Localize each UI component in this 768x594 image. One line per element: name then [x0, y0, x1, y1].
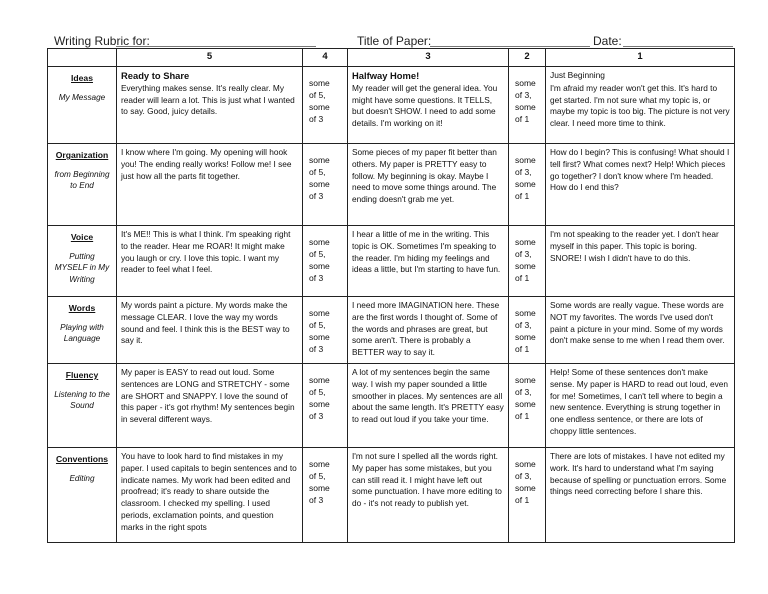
some-line: of 3, — [515, 249, 532, 259]
score-5-cell — [117, 448, 303, 543]
trait-name: Voice — [70, 232, 94, 242]
some-line: of 1 — [515, 191, 530, 201]
title-blank — [430, 46, 590, 47]
some-line: of 3, — [515, 167, 532, 177]
some-line: of 3, — [515, 471, 532, 481]
some-line: some — [515, 261, 536, 271]
rubric-row-fluency — [48, 364, 735, 448]
some-line: of 3 — [309, 273, 324, 283]
descriptor-text: Some pieces of my paper fit better than others. My paper is PRETTY easy to follow. My beginning is okay. Maybe I need to move some things around. The ending doesn't grab me yet. — [352, 147, 497, 205]
some-line: of 5, — [309, 90, 326, 100]
score-4-cell — [303, 226, 348, 297]
score-4-cell — [303, 364, 348, 448]
trait-cell — [48, 297, 117, 364]
some-line: of 3 — [309, 114, 324, 124]
some-line: some — [515, 399, 536, 409]
some-line: of 5, — [309, 167, 326, 177]
rubric-row-conventions — [48, 448, 735, 543]
trait-cell — [48, 144, 117, 226]
some-line: of 1 — [515, 411, 530, 421]
score-4-cell — [303, 448, 348, 543]
trait-cell — [48, 364, 117, 448]
some-line: of 3 — [309, 191, 324, 201]
score-1-cell — [546, 297, 735, 364]
score-4-cell — [303, 297, 348, 364]
score-1-cell — [546, 226, 735, 297]
score-1-cell — [546, 364, 735, 448]
some-line: of 5, — [309, 471, 326, 481]
descriptor-text: I hear a little of me in the writing. This topic is OK. Sometimes I'm speaking to the reader. I'm hiding my feelings and ideas a little, but I'm starting to have fun. — [352, 229, 501, 275]
title-of-paper-label: Title of Paper: — [357, 34, 432, 48]
trait-name: Organization — [55, 150, 109, 160]
some-line: of 3 — [309, 495, 324, 505]
some-line: of 5, — [309, 387, 326, 397]
level-title: Halfway Home! — [352, 70, 420, 81]
some-line: some — [309, 237, 330, 247]
descriptor-text: I need more IMAGINATION here. These are the first words I thought of. Some of the words and phrases are great, but some aren't. There is probably a BETTER way to say it. — [352, 300, 500, 358]
score-header-4: 4 — [303, 49, 348, 67]
trait-name: Words — [68, 303, 96, 313]
descriptor-text: Everything makes sense. It's really clear. My reader will learn a lot. This is just what I wanted to say. Good, juicy details. — [121, 82, 295, 117]
some-line: some — [309, 179, 330, 189]
some-line: some — [309, 308, 330, 318]
date-blank — [623, 46, 733, 47]
score-1-cell — [546, 448, 735, 543]
trait-cell — [48, 226, 117, 297]
descriptor-text: I'm not speaking to the reader yet. I don't hear myself in this paper. This topic is boring. SNORE! I wish I didn't have to do this. — [550, 229, 719, 263]
score-2-cell — [509, 297, 546, 364]
trait-cell — [48, 448, 117, 543]
score-5-cell — [117, 364, 303, 448]
trait-subtitle: Playing with Language — [60, 322, 104, 344]
score-header-2: 2 — [509, 49, 546, 67]
trait-header-cell — [48, 49, 117, 67]
some-line: of 3 — [309, 344, 324, 354]
some-line: some — [309, 155, 330, 165]
some-line: of 3, — [515, 90, 532, 100]
some-line: of 1 — [515, 344, 530, 354]
descriptor-text: There are lots of mistakes. I have not edited my work. It's hard to understand what I'm saying because of spelling or punctuation errors. Some things need correcting before I share this. — [550, 451, 727, 497]
descriptor-text: Some words are really vague. These words are NOT my favorites. The words I've used don't paint a picture in your mind. Some of my words don't make sense to me when I read them over. — [550, 300, 725, 346]
descriptor-text: I'm not sure I spelled all the words right. My paper has some mistakes, but you can still read it. I might have left out some punctuation. I have more editing to do - it's not ready to publish yet. — [352, 451, 502, 509]
score-1-cell — [546, 144, 735, 226]
some-line: some — [309, 375, 330, 385]
some-line: some — [309, 261, 330, 271]
descriptor-text: Help! Some of these sentences don't make sense. My paper is HARD to read out loud, even for me! Sometimes, I can't tell where to begin a new sentence. Everything is strung together in one endless sentence, or there are lots of choppy little sentences. — [550, 367, 729, 436]
rubric-row-voice — [48, 226, 735, 297]
rubric-for-blank — [116, 46, 316, 47]
date-label: Date: — [593, 34, 622, 48]
score-3-cell — [348, 297, 509, 364]
descriptor-text: How do I begin? This is confusing! What should I tell first? What comes next? Help! Which pieces go together? I don't know where I'm headed. How do I end this? — [550, 147, 730, 193]
score-5-cell — [117, 67, 303, 144]
some-line: some — [515, 332, 536, 342]
trait-subtitle: Editing — [69, 473, 95, 483]
score-3-cell — [348, 226, 509, 297]
some-line: of 1 — [515, 273, 530, 283]
rubric-for-label: Writing Rubric for: — [54, 34, 150, 48]
level-title: Ready to Share — [121, 70, 190, 81]
trait-subtitle: from Beginning to End — [54, 169, 110, 191]
descriptor-text: You have to look hard to find mistakes in my paper. I used capitals to begin sentences and to indicate names. My work had been edited and proofread; it's ready to share outside the classroom. I checked my spelling. I used periods, exclamation points, and question marks in the right spots — [121, 451, 297, 532]
some-line: some — [515, 237, 536, 247]
column-header-row — [48, 49, 735, 67]
descriptor-text: I'm afraid my reader won't get this. It's hard to get started. I'm not sure what my topic is, or maybe my topic is too big. The picture is not very clear. I need more time to think. — [550, 82, 730, 129]
some-line: of 5, — [309, 249, 326, 259]
rubric-row-organization — [48, 144, 735, 226]
some-line: of 1 — [515, 495, 530, 505]
some-line: of 3, — [515, 320, 532, 330]
score-4-cell — [303, 67, 348, 144]
rubric-row-ideas — [48, 67, 735, 144]
score-5-cell — [117, 226, 303, 297]
some-line: some — [515, 102, 536, 112]
score-3-cell — [348, 144, 509, 226]
trait-name: Ideas — [71, 73, 93, 83]
trait-subtitle: Listening to the Sound — [54, 389, 110, 411]
score-header-5: 5 — [117, 49, 303, 67]
score-2-cell — [509, 448, 546, 543]
some-line: some — [515, 179, 536, 189]
level-title: Just Beginning — [550, 70, 605, 80]
score-1-cell — [546, 67, 735, 144]
trait-name: Fluency — [65, 370, 99, 380]
some-line: some — [515, 375, 536, 385]
rubric-row-words — [48, 297, 735, 364]
descriptor-text: My words paint a picture. My words make the message CLEAR. I love the way my words sound and feel. I think this is the BEST way to say it. — [121, 300, 290, 346]
some-line: of 3, — [515, 387, 532, 397]
some-line: some — [309, 78, 330, 88]
some-line: some — [309, 483, 330, 493]
score-4-cell — [303, 144, 348, 226]
some-line: some — [515, 459, 536, 469]
descriptor-text: My reader will get the general idea. You might have some questions. It TELLS, but doesn't SHOW. I need to add some details. I'm working on it! — [352, 82, 498, 129]
some-line: some — [309, 459, 330, 469]
some-line: some — [515, 78, 536, 88]
score-3-cell — [348, 364, 509, 448]
trait-subtitle: My Message — [58, 92, 106, 102]
trait-cell — [48, 67, 117, 144]
descriptor-text: A lot of my sentences begin the same way. I wish my paper sounded a little smoother in places. My sentences are all about the same length. It's PRETTY easy to read out loud if you take your time. — [352, 367, 504, 425]
score-2-cell — [509, 144, 546, 226]
descriptor-text: I know where I'm going. My opening will hook you! The ending really works! Follow me! I see just how all the parts fit together. — [121, 147, 292, 181]
some-line: some — [309, 332, 330, 342]
score-5-cell — [117, 144, 303, 226]
some-line: of 3 — [309, 411, 324, 421]
score-2-cell — [509, 226, 546, 297]
score-5-cell — [117, 297, 303, 364]
some-line: of 1 — [515, 114, 530, 124]
some-line: some — [515, 155, 536, 165]
some-line: of 5, — [309, 320, 326, 330]
score-2-cell — [509, 67, 546, 144]
some-line: some — [515, 483, 536, 493]
descriptor-text: It's ME!! This is what I think. I'm speaking right to the reader. Hear me ROAR! It might make you laugh or cry. I love this topic. I want my reader to feel what I feel. — [121, 229, 291, 275]
score-2-cell — [509, 364, 546, 448]
some-line: some — [309, 102, 330, 112]
some-line: some — [309, 399, 330, 409]
score-3-cell — [348, 448, 509, 543]
some-line: some — [515, 308, 536, 318]
score-header-3: 3 — [348, 49, 509, 67]
trait-name: Conventions — [55, 454, 109, 464]
score-3-cell — [348, 67, 509, 144]
descriptor-text: My paper is EASY to read out loud. Some sentences are LONG and STRETCHY - some are SHORT and SNAPPY. I love the sound of this paper - it's got rhythm! My sentences begin in several different ways. — [121, 367, 295, 425]
trait-subtitle: Putting MYSELF in My Writing — [54, 251, 110, 284]
rubric-table — [47, 48, 735, 543]
score-header-1: 1 — [546, 49, 735, 67]
